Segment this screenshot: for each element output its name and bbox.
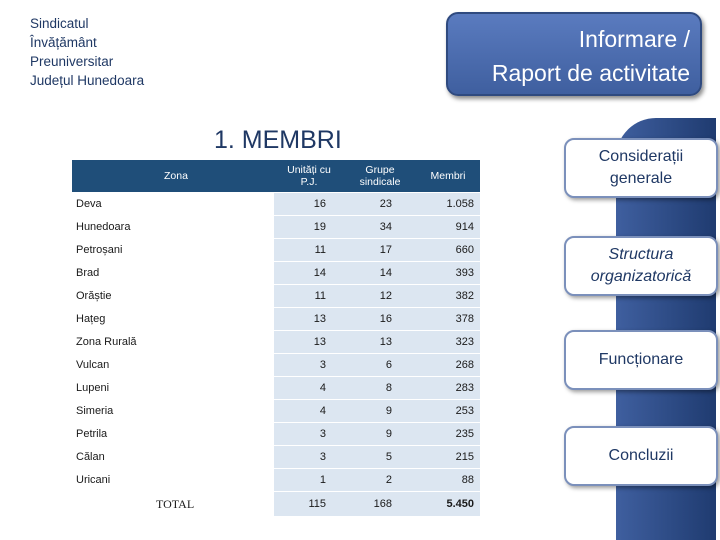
cell-zona: Uricani: [72, 469, 274, 492]
total-unitati: 115: [274, 492, 344, 517]
cell-zona: Brad: [72, 262, 274, 285]
cell-grupe: 23: [344, 193, 416, 216]
table-row: [72, 331, 480, 354]
cell-grupe: 16: [344, 308, 416, 331]
cell-unitati: 16: [274, 193, 344, 216]
cell-membri: 235: [416, 423, 480, 446]
cell-grupe: 14: [344, 262, 416, 285]
cell-unitati: 4: [274, 377, 344, 400]
cell-grupe: 9: [344, 400, 416, 423]
cell-grupe: 13: [344, 331, 416, 354]
nav-concluzii[interactable]: Concluzii: [564, 426, 718, 486]
header-unitati: [274, 160, 344, 193]
cell-unitati: 19: [274, 216, 344, 239]
cell-unitati: 1: [274, 469, 344, 492]
cell-membri: 323: [416, 331, 480, 354]
cell-unitati: 14: [274, 262, 344, 285]
cell-grupe: 6: [344, 354, 416, 377]
cell-membri: 393: [416, 262, 480, 285]
header-grupe-line: Grupe: [365, 164, 395, 176]
table-row: [72, 423, 480, 446]
cell-membri: 660: [416, 239, 480, 262]
cell-membri: 268: [416, 354, 480, 377]
cell-membri: 88: [416, 469, 480, 492]
cell-grupe: 8: [344, 377, 416, 400]
table-row: [72, 216, 480, 239]
cell-unitati: 3: [274, 446, 344, 469]
slide-title-line: Raport de activitate: [491, 60, 690, 86]
total-grupe: 168: [344, 492, 416, 517]
organization-name: [30, 14, 190, 90]
cell-membri: 283: [416, 377, 480, 400]
cell-membri: 914: [416, 216, 480, 239]
slide-title-line: Informare /: [578, 26, 690, 52]
table-row: [72, 469, 480, 492]
cell-zona: Zona Rurală: [72, 331, 274, 354]
cell-zona: Petroșani: [72, 239, 274, 262]
table-row: [72, 377, 480, 400]
org-line: Sindicatul: [30, 16, 89, 31]
cell-grupe: 2: [344, 469, 416, 492]
section-title: 1. MEMBRI: [214, 126, 342, 154]
table-row: [72, 239, 480, 262]
members-table: [72, 160, 480, 517]
cell-unitati: 4: [274, 400, 344, 423]
slide-title-box: [446, 12, 702, 96]
cell-zona: Lupeni: [72, 377, 274, 400]
org-line: Județul Hunedoara: [30, 73, 145, 88]
table-row: [72, 308, 480, 331]
table-total-row: [72, 492, 480, 517]
cell-zona: Petrila: [72, 423, 274, 446]
cell-unitati: 11: [274, 239, 344, 262]
table-row: [72, 446, 480, 469]
total-membri: 5.450: [416, 492, 480, 517]
cell-membri: 253: [416, 400, 480, 423]
cell-membri: 382: [416, 285, 480, 308]
nav-structura-organizatorica[interactable]: Structura organizatorică: [564, 236, 718, 296]
cell-grupe: 12: [344, 285, 416, 308]
cell-zona: Călan: [72, 446, 274, 469]
org-line: Preuniversitar: [30, 54, 114, 69]
org-line: Învățământ: [30, 35, 97, 50]
table-header-row: [72, 160, 480, 193]
cell-grupe: 17: [344, 239, 416, 262]
cell-zona: Hațeg: [72, 308, 274, 331]
cell-unitati: 13: [274, 308, 344, 331]
nav-consideratii-generale[interactable]: Considerații generale: [564, 138, 718, 198]
header-unitati-line: Unități cu: [287, 164, 331, 176]
cell-grupe: 9: [344, 423, 416, 446]
cell-unitati: 3: [274, 354, 344, 377]
table-row: [72, 285, 480, 308]
cell-grupe: 34: [344, 216, 416, 239]
cell-unitati: 3: [274, 423, 344, 446]
cell-membri: 378: [416, 308, 480, 331]
cell-membri: 1.058: [416, 193, 480, 216]
cell-grupe: 5: [344, 446, 416, 469]
cell-zona: Deva: [72, 193, 274, 216]
cell-zona: Hunedoara: [72, 216, 274, 239]
cell-unitati: 11: [274, 285, 344, 308]
header-grupe: [344, 160, 416, 193]
cell-zona: Simeria: [72, 400, 274, 423]
table-row: [72, 400, 480, 423]
table-row: [72, 354, 480, 377]
cell-zona: Orăștie: [72, 285, 274, 308]
header-unitati-line: P.J.: [300, 176, 318, 188]
header-grupe-line: sindicale: [359, 176, 401, 188]
cell-membri: 215: [416, 446, 480, 469]
nav-functionare[interactable]: Funcționare: [564, 330, 718, 390]
table-row: [72, 193, 480, 216]
header-membri: Membri: [416, 160, 480, 193]
header-zona: Zona: [72, 160, 274, 193]
cell-unitati: 13: [274, 331, 344, 354]
table-row: [72, 262, 480, 285]
cell-zona: Vulcan: [72, 354, 274, 377]
total-label: TOTAL: [72, 492, 274, 517]
